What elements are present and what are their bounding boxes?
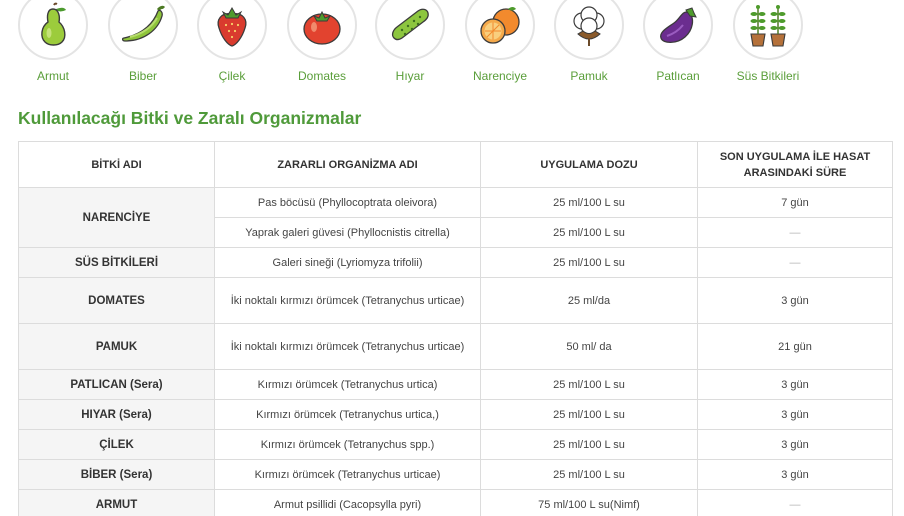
table-row <box>19 430 893 460</box>
pest-cell: Pas böcüsü (Phyllocoptrata oleivora) <box>215 188 481 218</box>
plant-icon-circle[interactable] <box>643 0 713 60</box>
pest-cell: Armut psillidi (Cacopsylla pyri) <box>215 490 481 516</box>
plant-name-cell: PAMUK <box>19 324 215 370</box>
plant-item-sus-bitkileri[interactable] <box>728 0 808 83</box>
strawberry-icon <box>207 0 257 50</box>
column-header-interval: SON UYGULAMA İLE HASAT ARASINDAKİ SÜRE <box>698 142 893 188</box>
plant-name-cell: NARENCİYE <box>19 188 215 248</box>
eggplant-icon <box>653 0 703 50</box>
pest-application-table <box>18 141 893 516</box>
interval-cell: — <box>698 490 893 516</box>
interval-cell: 3 gün <box>698 370 893 400</box>
plant-label: Armut <box>36 69 69 83</box>
plant-label: Patlıcan <box>656 69 700 83</box>
plant-item-domates[interactable] <box>282 0 362 83</box>
pepper-icon <box>118 0 168 50</box>
interval-cell: 21 gün <box>698 324 893 370</box>
column-header-plant: BİTKİ ADI <box>19 142 215 188</box>
plant-icon-circle[interactable] <box>733 0 803 60</box>
cucumber-icon <box>385 0 435 50</box>
interval-cell: 3 gün <box>698 278 893 324</box>
interval-cell: — <box>698 218 893 248</box>
column-header-dose: UYGULAMA DOZU <box>481 142 698 188</box>
dose-cell: 75 ml/100 L su(Nimf) <box>481 490 698 516</box>
table-row <box>19 248 893 278</box>
plant-name-cell: PATLICAN (Sera) <box>19 370 215 400</box>
plant-icon-circle[interactable] <box>375 0 445 60</box>
interval-cell: 3 gün <box>698 460 893 490</box>
ornamental-plants-icon <box>743 0 793 50</box>
dose-cell: 25 ml/100 L su <box>481 370 698 400</box>
plant-item-cilek[interactable] <box>192 0 272 83</box>
dose-cell: 25 ml/da <box>481 278 698 324</box>
pest-cell: Kırmızı örümcek (Tetranychus urtica) <box>215 370 481 400</box>
plant-name-cell: BİBER (Sera) <box>19 460 215 490</box>
table-row <box>19 460 893 490</box>
cotton-icon <box>564 0 614 50</box>
interval-cell: 7 gün <box>698 188 893 218</box>
plant-icon-circle[interactable] <box>287 0 357 60</box>
dose-cell: 25 ml/100 L su <box>481 400 698 430</box>
plant-icon-circle[interactable] <box>554 0 624 60</box>
table-row <box>19 324 893 370</box>
plant-item-pamuk[interactable] <box>549 0 629 83</box>
plant-label: Çilek <box>218 69 246 83</box>
plant-icon-circle[interactable] <box>197 0 267 60</box>
plant-name-cell: SÜS BİTKİLERİ <box>19 248 215 278</box>
pest-cell: Kırmızı örümcek (Tetranychus urtica,) <box>215 400 481 430</box>
plant-label: Domates <box>297 69 347 83</box>
dose-cell: 25 ml/100 L su <box>481 218 698 248</box>
pest-cell: Galeri sineği (Lyriomyza trifolii) <box>215 248 481 278</box>
section-title: Kullanılacağı Bitki ve Zaralı Organizmalar <box>18 108 362 128</box>
dose-cell: 25 ml/100 L su <box>481 248 698 278</box>
pest-cell: İki noktalı kırmızı örümcek (Tetranychus urticae) <box>215 324 481 370</box>
dose-cell: 25 ml/100 L su <box>481 460 698 490</box>
table-row <box>19 278 893 324</box>
plant-item-narenciye[interactable] <box>460 0 540 83</box>
column-header-pest: ZARARLI ORGANİZMA ADI <box>215 142 481 188</box>
plant-item-hiyar[interactable] <box>370 0 450 83</box>
pest-cell: Kırmızı örümcek (Tetranychus spp.) <box>215 430 481 460</box>
plant-label: Hıyar <box>395 69 425 83</box>
plant-label: Süs Bitkileri <box>736 69 800 83</box>
plant-label: Biber <box>128 69 157 83</box>
pest-cell: Yaprak galeri güvesi (Phyllocnistis citrella) <box>215 218 481 248</box>
plant-name-cell: ÇİLEK <box>19 430 215 460</box>
interval-cell: 3 gün <box>698 400 893 430</box>
interval-cell: 3 gün <box>698 430 893 460</box>
table-row <box>19 400 893 430</box>
pear-icon <box>28 0 78 50</box>
tomato-icon <box>297 0 347 50</box>
table-header-row <box>19 142 893 188</box>
dose-cell: 50 ml/ da <box>481 324 698 370</box>
table-row <box>19 490 893 516</box>
dose-cell: 25 ml/100 L su <box>481 188 698 218</box>
dose-cell: 25 ml/100 L su <box>481 430 698 460</box>
plant-name-cell: ARMUT <box>19 490 215 516</box>
interval-cell: — <box>698 248 893 278</box>
plant-name-cell: DOMATES <box>19 278 215 324</box>
citrus-icon <box>475 0 525 50</box>
plant-item-biber[interactable] <box>103 0 183 83</box>
plant-label: Narenciye <box>472 69 528 83</box>
plant-icon-circle[interactable] <box>108 0 178 60</box>
plant-item-armut[interactable] <box>13 0 93 83</box>
table-row <box>19 370 893 400</box>
pest-cell: Kırmızı örümcek (Tetranychus urticae) <box>215 460 481 490</box>
pest-cell: İki noktalı kırmızı örümcek (Tetranychus urticae) <box>215 278 481 324</box>
plant-icon-circle[interactable] <box>465 0 535 60</box>
plant-name-cell: HIYAR (Sera) <box>19 400 215 430</box>
table-row <box>19 188 893 218</box>
plant-item-patlican[interactable] <box>638 0 718 83</box>
plant-icon-circle[interactable] <box>18 0 88 60</box>
plant-label: Pamuk <box>570 69 608 83</box>
plant-category-strip <box>0 0 904 100</box>
